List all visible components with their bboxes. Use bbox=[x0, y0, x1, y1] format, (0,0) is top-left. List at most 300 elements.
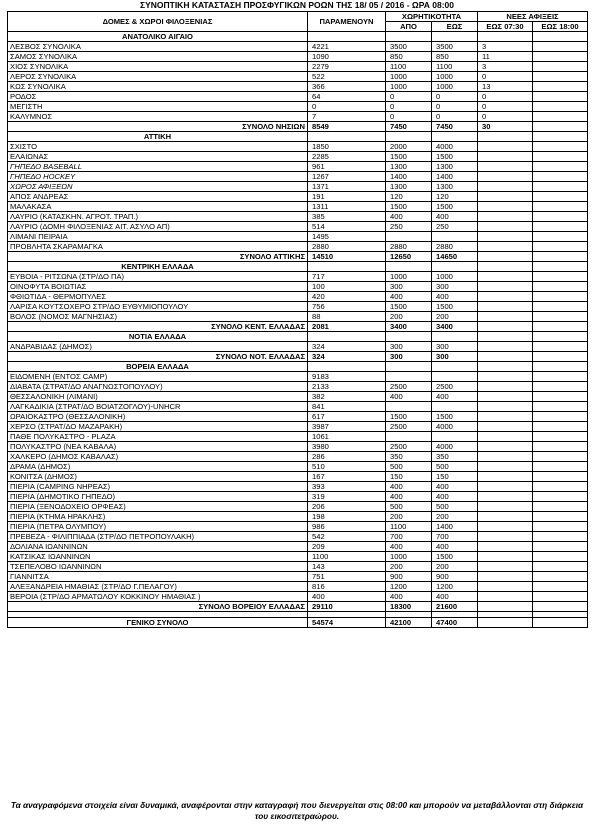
cell-from: 200 bbox=[386, 512, 432, 522]
cell-a0730 bbox=[478, 202, 533, 212]
cell-a0730 bbox=[478, 292, 533, 302]
cell-remain: 382 bbox=[308, 392, 386, 402]
cell-to: 300 bbox=[432, 352, 478, 362]
cell-a1800 bbox=[533, 492, 588, 502]
facility-name: ΔΟΛΙΑΝΑ ΙΩΑΝΝΙΝΩΝ bbox=[8, 542, 308, 552]
cell-to: 400 bbox=[432, 592, 478, 602]
cell-from bbox=[386, 232, 432, 242]
cell-remain: 100 bbox=[308, 282, 386, 292]
cell-from: 1000 bbox=[386, 72, 432, 82]
cell-to: 4000 bbox=[432, 422, 478, 432]
table-row bbox=[8, 572, 588, 582]
cell-remain: 522 bbox=[308, 72, 386, 82]
cell-from: 2000 bbox=[386, 142, 432, 152]
facility-name: ΚΑΛΥΜΝΟΣ bbox=[8, 112, 308, 122]
cell-a1800 bbox=[533, 412, 588, 422]
table-row bbox=[8, 172, 588, 182]
cell-a0730 bbox=[478, 222, 533, 232]
cell-a1800 bbox=[533, 322, 588, 332]
table-row bbox=[8, 472, 588, 482]
cell-a0730 bbox=[478, 618, 533, 628]
cell-to: 300 bbox=[432, 342, 478, 352]
cell-a1800 bbox=[533, 172, 588, 182]
facility-name: ΑΠΟΣ ΑΝΔΡΕΑΣ bbox=[8, 192, 308, 202]
cell-remain: 8549 bbox=[308, 122, 386, 132]
cell-to: 400 bbox=[432, 392, 478, 402]
facility-name: ΛΕΣΒΟΣ ΣΥΝΟΛΙΚΑ bbox=[8, 42, 308, 52]
table-row bbox=[8, 202, 588, 212]
header-facility: ΔΟΜΕΣ & ΧΩΡΟΙ ΦΙΛΟΞΕΝΙΑΣ bbox=[8, 12, 308, 32]
facility-name: ΧΑΛΚΕΡΟ (ΔΗΜΟΣ ΚΑΒΑΛΑΣ) bbox=[8, 452, 308, 462]
facility-name: ΘΕΣΣΑΛΟΝΙΚΗ (ΛΙΜΑΝΙ) bbox=[8, 392, 308, 402]
facility-name: ΔΡΑΜΑ (ΔΗΜΟΣ) bbox=[8, 462, 308, 472]
cell-from: 500 bbox=[386, 502, 432, 512]
region-header-row bbox=[8, 332, 588, 342]
facility-name: ΕΛΑΙΩΝΑΣ bbox=[8, 152, 308, 162]
table-row bbox=[8, 562, 588, 572]
region-header-row bbox=[8, 262, 588, 272]
cell-a0730 bbox=[478, 412, 533, 422]
facility-name: ΔΙΑΒΑΤΑ (ΣΤΡΑΤ/ΔΟ ΑΝΑΓΝΩΣΤΟΠΟΥΛΟΥ) bbox=[8, 382, 308, 392]
facility-name: ΚΩΣ ΣΥΝΟΛΙΚΑ bbox=[8, 82, 308, 92]
cell-to: 200 bbox=[432, 312, 478, 322]
cell-a0730 bbox=[478, 402, 533, 412]
facility-name: ΜΕΓΙΣΤΗ bbox=[8, 102, 308, 112]
cell-a1800 bbox=[533, 512, 588, 522]
cell-a0730 bbox=[478, 392, 533, 402]
empty-cell bbox=[432, 32, 478, 42]
cell-to: 2500 bbox=[432, 382, 478, 392]
cell-to bbox=[432, 372, 478, 382]
cell-a0730: 11 bbox=[478, 52, 533, 62]
cell-from: 1500 bbox=[386, 302, 432, 312]
cell-remain: 2133 bbox=[308, 382, 386, 392]
cell-remain: 198 bbox=[308, 512, 386, 522]
cell-a0730: 30 bbox=[478, 122, 533, 132]
facility-name: ΛΑΓΚΑΔΙΚΙΑ (ΣΤΡΑΤ/ΔΟ ΒΟΙΑΤΖΟΓΛΟΥ)-UNHCR bbox=[8, 402, 308, 412]
table-row bbox=[8, 82, 588, 92]
cell-a0730 bbox=[478, 322, 533, 332]
cell-to: 1400 bbox=[432, 522, 478, 532]
table-row bbox=[8, 52, 588, 62]
cell-from bbox=[386, 372, 432, 382]
empty-cell bbox=[386, 262, 432, 272]
cell-a1800 bbox=[533, 112, 588, 122]
cell-from: 1100 bbox=[386, 522, 432, 532]
region-header-row bbox=[8, 362, 588, 372]
region-name: ΒΟΡΕΙΑ ΕΛΛΑΔΑ bbox=[8, 362, 308, 372]
table-row bbox=[8, 42, 588, 52]
cell-a0730 bbox=[478, 272, 533, 282]
empty-cell bbox=[478, 262, 533, 272]
facility-name: ΣΥΝΟΛΟ ΒΟΡΕΙΟΥ ΕΛΛΑΔΑΣ bbox=[8, 602, 308, 612]
cell-remain: 816 bbox=[308, 582, 386, 592]
cell-a1800 bbox=[533, 92, 588, 102]
cell-a1800 bbox=[533, 522, 588, 532]
facility-name: ΓΗΠΕΔΟ BASEBALL bbox=[8, 162, 308, 172]
table-row bbox=[8, 62, 588, 72]
cell-to: 4000 bbox=[432, 442, 478, 452]
cell-from: 2880 bbox=[386, 242, 432, 252]
cell-a1800 bbox=[533, 212, 588, 222]
table-row bbox=[8, 582, 588, 592]
region-name: ΑΤΤΙΚΗ bbox=[8, 132, 308, 142]
cell-a0730 bbox=[478, 302, 533, 312]
cell-from: 400 bbox=[386, 592, 432, 602]
cell-a0730 bbox=[478, 462, 533, 472]
cell-to: 400 bbox=[432, 482, 478, 492]
cell-to: 300 bbox=[432, 282, 478, 292]
cell-a0730: 0 bbox=[478, 102, 533, 112]
cell-a1800 bbox=[533, 152, 588, 162]
cell-to: 1200 bbox=[432, 582, 478, 592]
cell-from: 1200 bbox=[386, 582, 432, 592]
region-header-row bbox=[8, 32, 588, 42]
cell-from: 400 bbox=[386, 542, 432, 552]
cell-a1800 bbox=[533, 372, 588, 382]
facility-name: ΚΑΤΣΙΚΑΣ ΙΩΑΝΝΙΝΩΝ bbox=[8, 552, 308, 562]
cell-a0730 bbox=[478, 472, 533, 482]
cell-a1800 bbox=[533, 62, 588, 72]
cell-from: 1100 bbox=[386, 62, 432, 72]
facility-name: ΠΙΕΡΙΑ (ΠΕΤΡΑ ΟΛΥΜΠΟΥ) bbox=[8, 522, 308, 532]
cell-from: 2500 bbox=[386, 442, 432, 452]
cell-remain: 841 bbox=[308, 402, 386, 412]
cell-remain: 286 bbox=[308, 452, 386, 462]
cell-a1800 bbox=[533, 42, 588, 52]
cell-a1800 bbox=[533, 252, 588, 262]
cell-remain: 2279 bbox=[308, 62, 386, 72]
cell-from: 400 bbox=[386, 392, 432, 402]
facility-name: ΣΥΝΟΛΟ ΚΕΝΤ. ΕΛΛΑΔΑΣ bbox=[8, 322, 308, 332]
table-row bbox=[8, 232, 588, 242]
table-row bbox=[8, 272, 588, 282]
cell-from: 0 bbox=[386, 92, 432, 102]
cell-a1800 bbox=[533, 142, 588, 152]
cell-to: 1500 bbox=[432, 412, 478, 422]
cell-a0730 bbox=[478, 372, 533, 382]
cell-from: 700 bbox=[386, 532, 432, 542]
cell-to: 3400 bbox=[432, 322, 478, 332]
cell-remain: 2880 bbox=[308, 242, 386, 252]
table-row bbox=[8, 392, 588, 402]
cell-remain: 3980 bbox=[308, 442, 386, 452]
empty-cell bbox=[533, 332, 588, 342]
table-row bbox=[8, 282, 588, 292]
cell-a0730: 13 bbox=[478, 82, 533, 92]
cell-remain: 961 bbox=[308, 162, 386, 172]
empty-cell bbox=[386, 132, 432, 142]
cell-from bbox=[386, 402, 432, 412]
cell-a1800 bbox=[533, 102, 588, 112]
cell-to: 4000 bbox=[432, 142, 478, 152]
header-new-arrivals: ΝΕΕΣ ΑΦΙΞΕΙΣ bbox=[478, 12, 588, 22]
table-row bbox=[8, 402, 588, 412]
facility-name: ΛΙΜΑΝΙ ΠΕΙΡΑΙΑ bbox=[8, 232, 308, 242]
section-total-row bbox=[8, 322, 588, 332]
cell-remain: 751 bbox=[308, 572, 386, 582]
cell-a1800 bbox=[533, 222, 588, 232]
cell-remain: 514 bbox=[308, 222, 386, 232]
cell-a1800 bbox=[533, 542, 588, 552]
cell-from: 1500 bbox=[386, 152, 432, 162]
cell-to: 900 bbox=[432, 572, 478, 582]
cell-a1800 bbox=[533, 502, 588, 512]
cell-to: 200 bbox=[432, 562, 478, 572]
cell-a1800 bbox=[533, 292, 588, 302]
cell-a0730 bbox=[478, 192, 533, 202]
cell-to: 1100 bbox=[432, 62, 478, 72]
cell-remain: 14510 bbox=[308, 252, 386, 262]
cell-from: 18300 bbox=[386, 602, 432, 612]
cell-a0730 bbox=[478, 522, 533, 532]
cell-a1800 bbox=[533, 442, 588, 452]
cell-from: 12650 bbox=[386, 252, 432, 262]
empty-cell bbox=[478, 362, 533, 372]
cell-a1800 bbox=[533, 342, 588, 352]
cell-a0730 bbox=[478, 442, 533, 452]
cell-to: 1500 bbox=[432, 552, 478, 562]
cell-to: 1300 bbox=[432, 162, 478, 172]
empty-cell bbox=[533, 262, 588, 272]
cell-a0730 bbox=[478, 312, 533, 322]
cell-a0730 bbox=[478, 232, 533, 242]
facility-name: ΤΣΕΠΕΛΟΒΟ ΙΩΑΝΝΙΝΩΝ bbox=[8, 562, 308, 572]
cell-from: 3500 bbox=[386, 42, 432, 52]
cell-from: 500 bbox=[386, 462, 432, 472]
cell-remain: 1495 bbox=[308, 232, 386, 242]
cell-a1800 bbox=[533, 482, 588, 492]
cell-to: 1500 bbox=[432, 302, 478, 312]
cell-a0730: 3 bbox=[478, 62, 533, 72]
cell-a1800 bbox=[533, 192, 588, 202]
cell-from: 300 bbox=[386, 342, 432, 352]
cell-remain: 54574 bbox=[308, 618, 386, 628]
cell-remain: 542 bbox=[308, 532, 386, 542]
facility-name: ΩΡΑΙΟΚΑΣΤΡΟ (ΘΕΣΣΑΛΟΝΙΚΗ) bbox=[8, 412, 308, 422]
cell-from: 42100 bbox=[386, 618, 432, 628]
cell-remain: 1311 bbox=[308, 202, 386, 212]
cell-to: 0 bbox=[432, 92, 478, 102]
table-row bbox=[8, 242, 588, 252]
table-row bbox=[8, 182, 588, 192]
cell-to: 1400 bbox=[432, 172, 478, 182]
cell-remain: 9183 bbox=[308, 372, 386, 382]
cell-a0730 bbox=[478, 142, 533, 152]
cell-from: 1500 bbox=[386, 202, 432, 212]
cell-from: 0 bbox=[386, 112, 432, 122]
cell-a0730 bbox=[478, 282, 533, 292]
empty-cell bbox=[432, 132, 478, 142]
cell-remain: 88 bbox=[308, 312, 386, 322]
cell-a0730 bbox=[478, 452, 533, 462]
cell-a1800 bbox=[533, 602, 588, 612]
table-row bbox=[8, 492, 588, 502]
cell-remain: 393 bbox=[308, 482, 386, 492]
cell-a1800 bbox=[533, 532, 588, 542]
facility-name: ΣΥΝΟΛΟ ΝΟΤ. ΕΛΛΑΔΑΣ bbox=[8, 352, 308, 362]
facility-name: ΠΙΕΡΙΑ (ΔΗΜΟΤΙΚΟ ΓΗΠΕΔΟ) bbox=[8, 492, 308, 502]
cell-a0730 bbox=[478, 432, 533, 442]
cell-to: 400 bbox=[432, 492, 478, 502]
cell-to: 350 bbox=[432, 452, 478, 462]
cell-remain: 0 bbox=[308, 102, 386, 112]
cell-from: 2500 bbox=[386, 422, 432, 432]
cell-remain: 4221 bbox=[308, 42, 386, 52]
cell-to: 1000 bbox=[432, 72, 478, 82]
facility-name: ΠΙΕΡΙΑ (CAMPING ΝΗΡΕΑΣ) bbox=[8, 482, 308, 492]
cell-to: 1500 bbox=[432, 202, 478, 212]
cell-from bbox=[386, 432, 432, 442]
cell-to: 3500 bbox=[432, 42, 478, 52]
grand-total-row bbox=[8, 618, 588, 628]
cell-from: 7450 bbox=[386, 122, 432, 132]
cell-from: 400 bbox=[386, 292, 432, 302]
facility-name: ΑΝΔΡΑΒΙΔΑΣ (ΔΗΜΟΣ) bbox=[8, 342, 308, 352]
footer-note: Τα αναγραφόμενα στοιχεία είναι δυναμικά, αναφέρονται στην καταγραφή που διενεργείται στις 08:00 και μπορούν να μεταβάλλονται στη διάρκεια του εικοσιτετραώρου. bbox=[10, 800, 584, 821]
cell-remain: 1100 bbox=[308, 552, 386, 562]
facility-name: ΧΙΟΣ ΣΥΝΟΛΙΚΑ bbox=[8, 62, 308, 72]
cell-remain: 366 bbox=[308, 82, 386, 92]
facility-name: ΦΘΙΩΤΙΔΑ - ΘΕΡΜΟΠΥΛΕΣ bbox=[8, 292, 308, 302]
facility-name: ΧΕΡΣΟ (ΣΤΡΑΤ/ΔΟ ΜΑΖΑΡΑΚΗ) bbox=[8, 422, 308, 432]
cell-to: 400 bbox=[432, 212, 478, 222]
cell-to: 14650 bbox=[432, 252, 478, 262]
table-row bbox=[8, 552, 588, 562]
cell-from: 900 bbox=[386, 572, 432, 582]
cell-a0730 bbox=[478, 602, 533, 612]
empty-cell bbox=[386, 362, 432, 372]
cell-a1800 bbox=[533, 312, 588, 322]
cell-a0730: 0 bbox=[478, 112, 533, 122]
cell-to: 850 bbox=[432, 52, 478, 62]
empty-cell bbox=[432, 362, 478, 372]
cell-a1800 bbox=[533, 392, 588, 402]
facility-name: ΠΑΘΕ ΠΟΛΥΚΑΣΤΡΟ - PLAZA bbox=[8, 432, 308, 442]
cell-a1800 bbox=[533, 552, 588, 562]
cell-a0730 bbox=[478, 552, 533, 562]
cell-a0730: 0 bbox=[478, 92, 533, 102]
table-row bbox=[8, 372, 588, 382]
table-row bbox=[8, 512, 588, 522]
cell-from: 150 bbox=[386, 472, 432, 482]
cell-to: 700 bbox=[432, 532, 478, 542]
cell-a1800 bbox=[533, 452, 588, 462]
cell-a0730 bbox=[478, 252, 533, 262]
empty-cell bbox=[533, 362, 588, 372]
facility-name: ΛΑΡΙΣΑ ΚΟΥΤΣΟΧΕΡΟ ΣΤΡ/ΔΟ ΕΥΘΥΜΙΟΠΟΥΛΟΥ bbox=[8, 302, 308, 312]
cell-from: 3400 bbox=[386, 322, 432, 332]
cell-a0730 bbox=[478, 352, 533, 362]
cell-a0730 bbox=[478, 162, 533, 172]
cell-remain: 143 bbox=[308, 562, 386, 572]
cell-a1800 bbox=[533, 302, 588, 312]
cell-from: 250 bbox=[386, 222, 432, 232]
cell-to: 150 bbox=[432, 472, 478, 482]
table-row bbox=[8, 502, 588, 512]
cell-a1800 bbox=[533, 572, 588, 582]
table-row bbox=[8, 432, 588, 442]
cell-a0730 bbox=[478, 242, 533, 252]
cell-a0730 bbox=[478, 532, 533, 542]
cell-to: 1000 bbox=[432, 272, 478, 282]
cell-a1800 bbox=[533, 582, 588, 592]
cell-to: 47400 bbox=[432, 618, 478, 628]
table-row bbox=[8, 342, 588, 352]
section-total-row bbox=[8, 252, 588, 262]
cell-to: 21600 bbox=[432, 602, 478, 612]
cell-a0730 bbox=[478, 212, 533, 222]
table-row bbox=[8, 72, 588, 82]
empty-cell bbox=[386, 332, 432, 342]
cell-remain: 2285 bbox=[308, 152, 386, 162]
table-row bbox=[8, 542, 588, 552]
page-title: ΣΥΝΟΠΤΙΚΗ ΚΑΤΑΣΤΑΣΗ ΠΡΟΣΦΥΓΙΚΩΝ ΡΟΩΝ ΤΗΣ 18/ 05 / 2016 - ΩΡΑ 08:00 bbox=[139, 0, 455, 10]
cell-from: 200 bbox=[386, 312, 432, 322]
cell-from: 1000 bbox=[386, 272, 432, 282]
empty-cell bbox=[308, 362, 386, 372]
cell-remain: 7 bbox=[308, 112, 386, 122]
table-row bbox=[8, 412, 588, 422]
facility-name: ΠΙΕΡΙΑ (ΞΕΝΟΔΟΧΕΙΟ ΟΡΦΕΑΣ) bbox=[8, 502, 308, 512]
table-row bbox=[8, 212, 588, 222]
cell-a0730 bbox=[478, 342, 533, 352]
facility-name: ΕΥΒΟΙΑ - ΡΙΤΣΩΝΑ (ΣΤΡ/ΔΟ ΠΑ) bbox=[8, 272, 308, 282]
cell-to: 200 bbox=[432, 512, 478, 522]
cell-a1800 bbox=[533, 182, 588, 192]
cell-from: 400 bbox=[386, 482, 432, 492]
cell-remain: 324 bbox=[308, 342, 386, 352]
cell-to: 1500 bbox=[432, 152, 478, 162]
cell-remain: 617 bbox=[308, 412, 386, 422]
section-total-row bbox=[8, 122, 588, 132]
table-row bbox=[8, 102, 588, 112]
table-row bbox=[8, 222, 588, 232]
cell-to: 250 bbox=[432, 222, 478, 232]
cell-a1800 bbox=[533, 562, 588, 572]
cell-a0730 bbox=[478, 512, 533, 522]
cell-remain: 420 bbox=[308, 292, 386, 302]
cell-remain: 1090 bbox=[308, 52, 386, 62]
facility-name: ΛΑΥΡΙΟ (ΔΟΜΗ ΦΙΛΟΞΕΝΙΑΣ ΑΙΤ. ΑΣΥΛΟ ΑΠ) bbox=[8, 222, 308, 232]
refugee-status-table bbox=[7, 11, 588, 628]
cell-from: 1000 bbox=[386, 82, 432, 92]
cell-a0730: 0 bbox=[478, 72, 533, 82]
table-row bbox=[8, 452, 588, 462]
cell-to bbox=[432, 432, 478, 442]
empty-cell bbox=[308, 32, 386, 42]
region-name: ΑΝΑΤΟΛΙΚΟ ΑΙΓΑΙΟ bbox=[8, 32, 308, 42]
cell-a1800 bbox=[533, 402, 588, 412]
region-name: ΚΕΝΤΡΙΚΗ ΕΛΛΑΔΑ bbox=[8, 262, 308, 272]
cell-remain: 385 bbox=[308, 212, 386, 222]
facility-name: ΒΕΡΟΙΑ (ΣΤΡ/ΔΟ ΑΡΜΑΤΩΛΟΥ ΚΟΚΚΙΝΟΥ ΗΜΑΘΙΑΣ ) bbox=[8, 592, 308, 602]
table-row bbox=[8, 382, 588, 392]
cell-a1800 bbox=[533, 242, 588, 252]
cell-from: 200 bbox=[386, 562, 432, 572]
facility-name: ΠΡΕΒΕΖΑ - ΦΙΛΙΠΠΙΑΔΑ (ΣΤΡ/ΔΟ ΠΕΤΡΟΠΟΥΛΑΚΗ) bbox=[8, 532, 308, 542]
table-row bbox=[8, 92, 588, 102]
cell-a0730 bbox=[478, 502, 533, 512]
table-row bbox=[8, 302, 588, 312]
facility-name: ΟΙΝΟΦΥΤΑ ΒΟΙΩΤΙΑΣ bbox=[8, 282, 308, 292]
cell-a0730 bbox=[478, 492, 533, 502]
table-row bbox=[8, 152, 588, 162]
cell-remain: 1371 bbox=[308, 182, 386, 192]
cell-a1800 bbox=[533, 432, 588, 442]
cell-from: 120 bbox=[386, 192, 432, 202]
table-row bbox=[8, 312, 588, 322]
